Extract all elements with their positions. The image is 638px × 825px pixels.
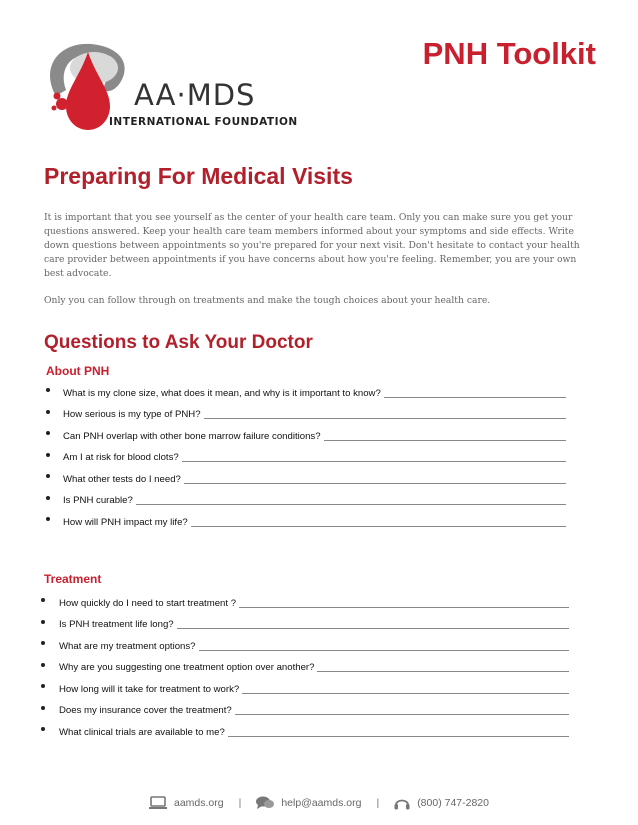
bullet (41, 598, 45, 602)
website-link[interactable]: aamds.org (173, 797, 224, 809)
question-item (41, 719, 569, 741)
question-text: What are my treatment options? (59, 640, 196, 652)
answer-line[interactable] (228, 735, 569, 737)
question-item (41, 698, 569, 720)
question-text: Is PNH curable? (63, 495, 133, 506)
question-item (46, 402, 566, 424)
footer-contact (0, 793, 638, 813)
answer-line[interactable] (384, 396, 566, 398)
footer-email[interactable] (256, 796, 361, 810)
aamds-logo (36, 38, 298, 134)
answer-line[interactable] (199, 649, 569, 651)
answer-line[interactable] (136, 503, 566, 505)
bullet (46, 496, 50, 500)
email-link[interactable]: help@aamds.org (281, 797, 362, 809)
question-text: How quickly do I need to start treatment ? (59, 597, 237, 609)
intro-paragraph: It is important that you see yourself as the center of your health care team. Only you can make sure you get your questions answered. Keep your health care team members informed about your symptoms and side effects. Write down questions between appointments so you're prepared for your next visit. Don't hesitate to contact your health care provider between appointments if you have concerns about how you're feeling. Remember, you are your own best advocate. (44, 212, 580, 279)
answer-line[interactable] (184, 482, 566, 484)
question-text: Can PNH overlap with other bone marrow failure conditions? (63, 430, 321, 442)
question-text: Is PNH treatment life long? (59, 619, 174, 630)
question-item (41, 612, 569, 634)
answer-line[interactable] (317, 670, 569, 672)
section-title: Questions to Ask Your Doctor (44, 332, 313, 353)
question-text: Why are you suggesting one treatment option over another? (59, 662, 315, 673)
treatment-list (41, 590, 569, 741)
laptop-icon (149, 796, 167, 810)
about-pnh-list (46, 380, 566, 531)
question-text: How long will it take for treatment to work? (59, 683, 240, 695)
answer-line[interactable] (235, 713, 569, 715)
question-item (41, 633, 569, 655)
cell-shape (54, 93, 61, 100)
answer-line[interactable] (242, 692, 569, 694)
question-text: What clinical trials are available to me? (59, 726, 225, 738)
toolkit-title: PNH Toolkit (422, 36, 596, 71)
answer-line[interactable] (204, 417, 566, 419)
question-text: Does my insurance cover the treatment? (59, 705, 232, 716)
footer-phone[interactable] (394, 796, 489, 811)
bullet (41, 620, 45, 624)
question-text: What other tests do I need? (63, 473, 181, 485)
bullet (46, 474, 50, 478)
question-item (46, 380, 566, 402)
cell-shape (52, 106, 57, 111)
bullet (41, 706, 45, 710)
question-text: How will PNH impact my life? (63, 516, 188, 528)
phone-number[interactable]: (800) 747-2820 (417, 797, 489, 809)
question-item (46, 488, 566, 510)
headset-icon (394, 796, 410, 811)
treatment-heading: Treatment (44, 572, 102, 586)
question-text: How serious is my type of PNH? (63, 409, 201, 420)
bullet (46, 453, 50, 457)
footer-website[interactable] (149, 796, 224, 810)
question-item (41, 676, 569, 698)
chat-bubbles-icon (256, 796, 274, 810)
question-item (46, 445, 566, 467)
answer-line[interactable] (324, 439, 566, 441)
question-item (46, 466, 566, 488)
intro-paragraph-2: Only you can follow through on treatments and make the tough choices about your health care. (44, 295, 491, 306)
question-item (41, 655, 569, 677)
logo-subtitle: INTERNATIONAL FOUNDATION (109, 116, 298, 128)
bullet (46, 517, 50, 521)
about-pnh-heading: About PNH (46, 364, 110, 378)
question-item (41, 590, 569, 612)
answer-line[interactable] (182, 460, 566, 462)
bullet (46, 431, 50, 435)
bullet (41, 641, 45, 645)
bullet (46, 388, 50, 392)
bullet (46, 410, 50, 414)
footer-separator: | (238, 797, 242, 809)
answer-line[interactable] (239, 606, 569, 608)
answer-line[interactable] (177, 627, 569, 629)
bullet (41, 663, 45, 667)
page-title: Preparing For Medical Visits (44, 163, 353, 189)
question-text: What is my clone size, what does it mean, and why is it important to know? (63, 387, 381, 399)
question-text: Am I at risk for blood clots? (63, 452, 179, 463)
answer-line[interactable] (191, 525, 566, 527)
bullet (41, 727, 45, 731)
question-item (46, 423, 566, 445)
footer-separator: | (376, 797, 380, 809)
question-item (46, 509, 566, 531)
bullet (41, 684, 45, 688)
cell-shape (56, 98, 68, 110)
logo-name: AA·MDS (134, 78, 256, 112)
